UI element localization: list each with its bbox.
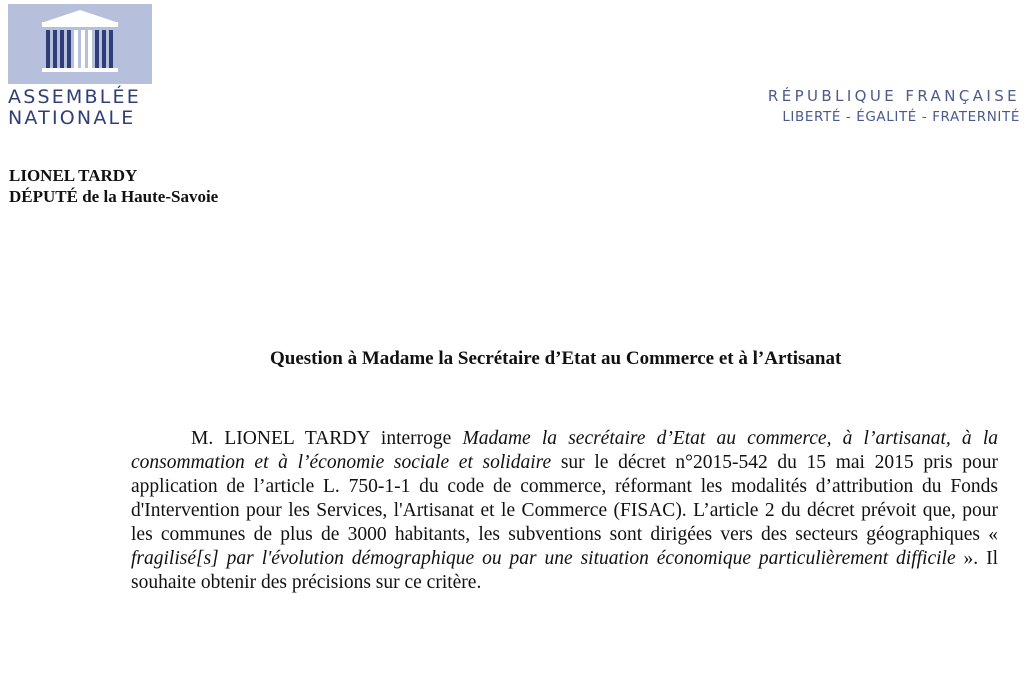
assemblee-nationale-logo: [8, 4, 154, 129]
body-part-1: M. LIONEL TARDY interroge: [191, 428, 463, 449]
republique-motto: LIBERTÉ - ÉGALITÉ - FRATERNITÉ: [782, 109, 1020, 125]
question-body: [131, 427, 998, 595]
body-part-3: sur le décret n°2015-542 du 15 mai 2015 pris pour application de l’article L. 750-1-1 du code de commerce, réformant les modalités d’attribution du Fonds d'Intervention pour les Services, l'Artisanat et le Commerce (FISAC). L’article 2 du décret prévoit que, pour les communes de plus de 3000 habitants, les subventions sont dirigées vers des secteurs géographiques «: [131, 452, 998, 545]
deputy-block: [9, 165, 218, 207]
republique-francaise-header: [768, 86, 1020, 128]
republique-title: RÉPUBLIQUE FRANÇAISE: [767, 87, 1020, 105]
body-part-5: ». Il souhaite obtenir des précisions sur ce critère.: [131, 548, 998, 593]
deputy-name: LIONEL TARDY: [9, 166, 138, 185]
palais-bourbon-icon: [8, 4, 152, 84]
deputy-title-prefix: DÉPUTÉ: [9, 187, 78, 206]
body-part-4-italic: fragilisé[s] par l'évolution démographique ou par une situation économique particulièrement difficile: [131, 548, 956, 569]
logo-wordmark: [8, 87, 154, 129]
question-title: Question à Madame la Secrétaire d’Etat au Commerce et à l’Artisanat: [270, 348, 842, 369]
deputy-title-suffix: de la Haute-Savoie: [77, 187, 219, 206]
deputy-title: [9, 186, 218, 207]
logo-line-1: ASSEMBLÉE: [8, 86, 141, 108]
body-part-2-italic: Madame la secrétaire d’Etat au commerce, à l’artisanat, à la consommation et à l’économie sociale et solidaire: [131, 428, 999, 473]
logo-line-2: NATIONALE: [8, 107, 136, 129]
